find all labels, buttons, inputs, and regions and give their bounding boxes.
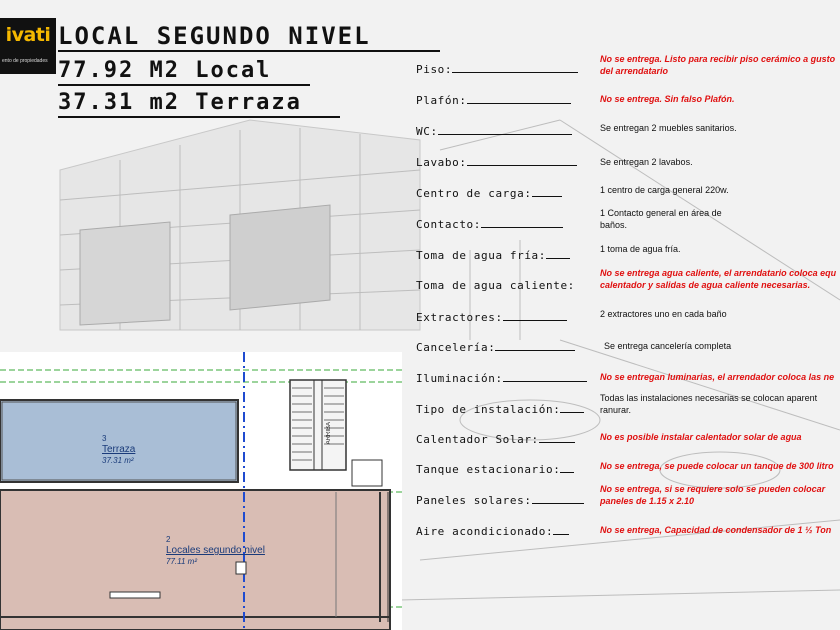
terraza-area-underline [58,116,340,118]
spec-value-wc: Se entregan 2 muebles sanitarios. [600,123,737,133]
spec-label-iluminacion: Iluminación: [416,371,587,385]
local-room-name: Locales segundo nivel [166,545,265,556]
spec-value-tanque-estacionario: No se entrega, se puede colocar un tanque de 300 litro [600,461,834,471]
terraza-area-heading: 37.31 m2 Terraza [58,90,302,115]
spec-value-plafon: No se entrega. Sin falso Plafón. [600,94,735,104]
spec-label-plafon: Plafón: [416,93,571,107]
spec-label-tanque-estacionario: Tanque estacionario: [416,462,574,476]
spec-label-extractores: Extractores: [416,310,567,324]
spec-label-agua-fria: Toma de agua fría: [416,248,570,262]
stair-label: ARRIBA [326,422,332,445]
spec-label-calentador-solar: Calentador Solar: [416,432,575,446]
spec-value-aire-acondicionado: No se entrega, Capacidad de condensador de 1 ½ Ton [600,525,832,535]
spec-label-contacto: Contacto: [416,217,563,231]
local-room-area: 77.11 m² [166,557,197,566]
company-logo [0,18,56,74]
spec-label-paneles-solares: Paneles solares: [416,493,584,507]
floor-plan-drawing [0,352,402,630]
spec-value-centro-carga: 1 centro de carga general 220w. [600,185,729,195]
title-underline [58,50,440,52]
spec-label-piso: Piso: [416,62,578,76]
spec-value-agua-caliente: No se entrega agua caliente, el arrendatario coloca equ calentador y salidas de agua caliente necesarias. [600,268,837,290]
spec-value-piso: No se entrega. Listo para recibir piso cerámico a gusto del arrendatario [600,54,836,76]
spec-value-lavabo: Se entregan 2 lavabos. [600,157,693,167]
terraza-room-name: Terraza [102,444,136,455]
spec-value-tipo-instalacion: Todas las instalaciones necesarias se colocan aparent ranurar. [600,393,818,415]
spec-label-canceleria: Cancelería: [416,340,575,354]
spec-value-contacto: 1 Contacto general en área de baños. [600,208,722,230]
logo-tagline: ento de propiedades [2,58,48,64]
terraza-room-number: 3 [102,434,107,443]
spec-value-calentador-solar: No es posible instalar calentador solar de agua [600,432,802,442]
local-room-number: 2 [166,535,171,544]
spec-label-centro-carga: Centro de carga: [416,186,562,200]
terraza-room-area: 37.31 m² [102,456,134,465]
floor-plan [0,352,402,630]
spec-label-wc: WC: [416,124,572,138]
spec-value-iluminacion: No se entregan luminarias, el arrendador coloca las ne [600,372,835,382]
local-area-underline [58,84,310,86]
spec-value-paneles-solares: No se entrega, si se requiere solo se pueden colocar paneles de 1.15 x 2.10 [600,484,826,506]
page-title: LOCAL SEGUNDO NIVEL [58,22,371,50]
spec-label-tipo-instalacion: Tipo de instalación: [416,402,584,416]
spec-label-aire-acondicionado: Aire acondicionado: [416,524,569,538]
spec-value-agua-fria: 1 toma de agua fría. [600,244,681,254]
spec-value-extractores: 2 extractores uno en cada baño [600,309,727,319]
spec-value-canceleria: Se entrega cancelería completa [604,341,732,351]
spec-label-agua-caliente: Toma de agua caliente: [416,279,575,292]
local-area-heading: 77.92 M2 Local [58,58,272,83]
spec-label-lavabo: Lavabo: [416,155,577,169]
logo-wordmark: ivati [5,24,51,46]
